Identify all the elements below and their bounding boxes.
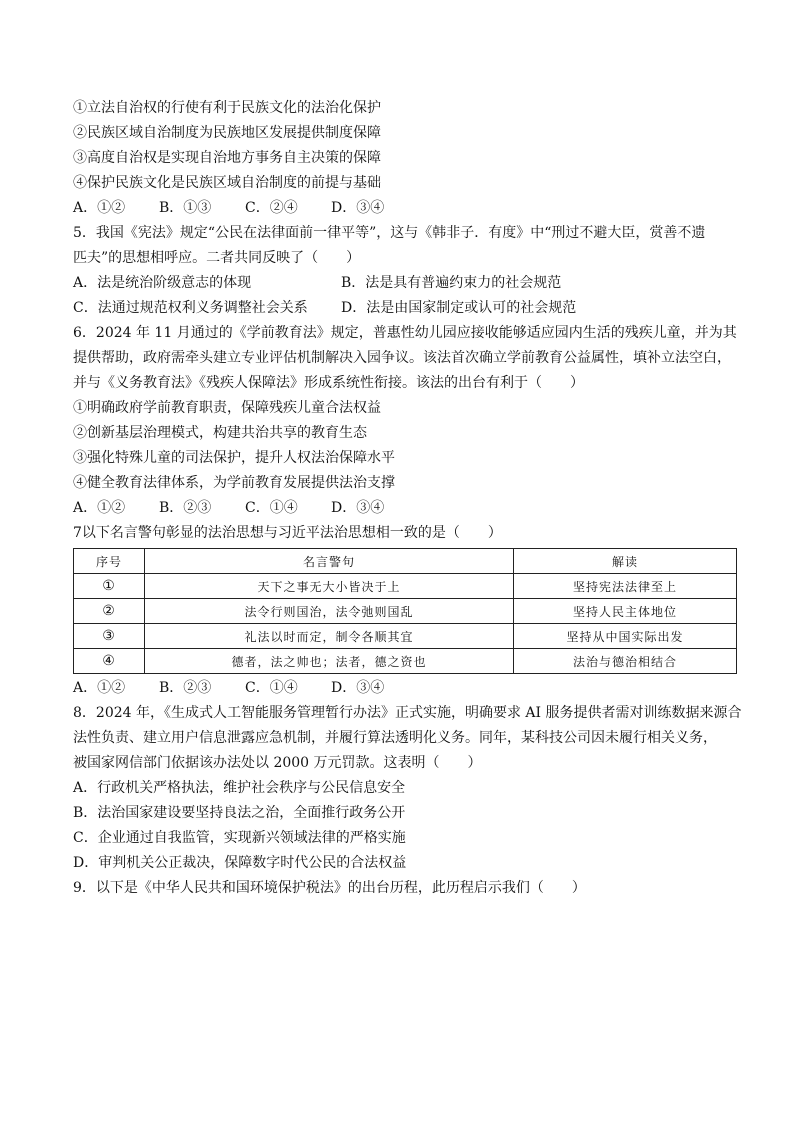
q5-option-c: C．法通过规范权利义务调整社会关系 bbox=[73, 300, 308, 316]
q5-option-b: B．法是具有普遍约束力的社会规范 bbox=[341, 275, 562, 291]
table-row bbox=[74, 649, 737, 674]
table-row bbox=[74, 574, 737, 599]
q7-stem: 7以下名言警句彰显的法治思想与习近平法治思想相一致的是（ ） bbox=[73, 525, 502, 541]
q4-statement-2: ②民族区域自治制度为民族地区发展提供制度保障 bbox=[73, 125, 381, 141]
q5-stem-line-2: 匹夫”的思想相呼应。二者共同反映了（ ） bbox=[73, 250, 361, 266]
q7-row-1-interpretation: 坚持宪法法律至上 bbox=[514, 574, 737, 599]
q4-option-a: A．①② bbox=[73, 200, 126, 216]
q6-stem-line-2: 提供帮助，政府需牵头建立专业评估机制解决入园争议。该法首次确立学前教育公益属性，填补立法空白， bbox=[73, 350, 731, 366]
q7-option-b: B．②③ bbox=[159, 680, 212, 696]
question-6 bbox=[73, 321, 737, 521]
q8-stem-line-3: 被国家网信部门依据该办法处以 2000 万元罚款。这表明（ ） bbox=[73, 755, 482, 771]
table-row bbox=[74, 599, 737, 624]
q7-row-3-quote: 礼法以时而定，制令各顺其宜 bbox=[145, 624, 514, 649]
q7-header-quote: 名言警句 bbox=[145, 549, 514, 574]
q4-statement-4: ④保护民族文化是民族区域自治制度的前提与基础 bbox=[73, 175, 381, 191]
q6-statement-4: ④健全教育法律体系，为学前教育发展提供法治支撑 bbox=[73, 475, 395, 491]
q6-statement-3: ③强化特殊儿童的司法保护，提升人权法治保障水平 bbox=[73, 450, 395, 466]
q7-option-a: A．①② bbox=[73, 680, 126, 696]
q7-row-2-quote: 法令行则国治，法令弛则国乱 bbox=[145, 599, 514, 624]
q8-stem-line-2: 法性负责、建立用户信息泄露应急机制，并履行算法透明化义务。同年，某科技公司因未履行相关义务， bbox=[73, 730, 717, 746]
q4-option-b: B．①③ bbox=[159, 200, 212, 216]
q7-row-4-index: ④ bbox=[74, 649, 145, 674]
q6-option-a: A．①② bbox=[73, 500, 126, 516]
q8-option-c: C．企业通过自我监管，实现新兴领域法律的严格实施 bbox=[73, 830, 406, 846]
q7-row-3-index: ③ bbox=[74, 624, 145, 649]
q6-stem-line-1: 6．2024 年 11 月通过的《学前教育法》规定，普惠性幼儿园应接收能够适应园内生活的残疾儿童，并为其 bbox=[73, 325, 737, 341]
q6-option-c: C．①④ bbox=[245, 500, 298, 516]
q8-option-b: B．法治国家建设要坚持良法之治，全面推行政务公开 bbox=[73, 805, 406, 821]
q7-row-4-quote: 德者，法之帅也；法者，德之资也 bbox=[145, 649, 514, 674]
q8-option-d: D．审判机关公正裁决，保障数字时代公民的合法权益 bbox=[73, 855, 407, 871]
q6-option-d: D．③④ bbox=[331, 500, 385, 516]
question-8 bbox=[73, 701, 742, 876]
q7-table bbox=[73, 548, 737, 674]
q7-header-index: 序号 bbox=[74, 549, 145, 574]
exam-page bbox=[73, 96, 742, 901]
q7-row-3-interpretation: 坚持从中国实际出发 bbox=[514, 624, 737, 649]
question-4 bbox=[73, 96, 733, 221]
q7-row-2-index: ② bbox=[74, 599, 145, 624]
q7-table-header bbox=[74, 549, 737, 574]
q5-option-d: D．法是由国家制定或认可的社会规范 bbox=[341, 300, 577, 316]
q4-statement-1: ①立法自治权的行使有利于民族文化的法治化保护 bbox=[73, 100, 381, 116]
q7-row-4-interpretation: 法治与德治相结合 bbox=[514, 649, 737, 674]
q7-header-interpretation: 解读 bbox=[514, 549, 737, 574]
q7-options bbox=[73, 676, 733, 701]
q5-stem-line-1: 5．我国《宪法》规定“公民在法律面前一律平等”，这与《韩非子．有度》中“刑过不避大臣，赏善不遗 bbox=[73, 225, 706, 241]
question-7 bbox=[73, 521, 733, 701]
q8-option-a: A．行政机关严格执法，维护社会秩序与公民信息安全 bbox=[73, 780, 406, 796]
q4-option-d: D．③④ bbox=[331, 200, 385, 216]
q4-statement-3: ③高度自治权是实现自治地方事务自主决策的保障 bbox=[73, 150, 381, 166]
q7-option-c: C．①④ bbox=[245, 680, 298, 696]
table-row bbox=[74, 624, 737, 649]
question-9 bbox=[73, 876, 733, 901]
q6-option-b: B．②③ bbox=[159, 500, 212, 516]
question-5 bbox=[73, 221, 733, 321]
q8-stem-line-1: 8．2024 年，《生成式人工智能服务管理暂行办法》正式实施，明确要求 AI 服务提供者需对训练数据来源合 bbox=[73, 705, 742, 721]
q5-options-row-1 bbox=[73, 271, 733, 296]
q7-row-1-index: ① bbox=[74, 574, 145, 599]
q5-options-row-2 bbox=[73, 296, 733, 321]
q6-statement-2: ②创新基层治理模式，构建共治共享的教育生态 bbox=[73, 425, 367, 441]
q4-option-c: C．②④ bbox=[245, 200, 298, 216]
q4-options bbox=[73, 196, 733, 221]
q6-stem-line-3: 并与《义务教育法》《残疾人保障法》形成系统性衔接。该法的出台有利于（ ） bbox=[73, 375, 584, 391]
q7-row-1-quote: 天下之事无大小皆决于上 bbox=[145, 574, 514, 599]
q5-option-a: A．法是统治阶级意志的体现 bbox=[73, 275, 252, 291]
q9-stem: 9．以下是《中华人民共和国环境保护税法》的出台历程，此历程启示我们（ ） bbox=[73, 880, 586, 896]
q7-option-d: D．③④ bbox=[331, 680, 385, 696]
q6-statement-1: ①明确政府学前教育职责，保障残疾儿童合法权益 bbox=[73, 400, 381, 416]
q7-row-2-interpretation: 坚持人民主体地位 bbox=[514, 599, 737, 624]
q6-options bbox=[73, 496, 733, 521]
